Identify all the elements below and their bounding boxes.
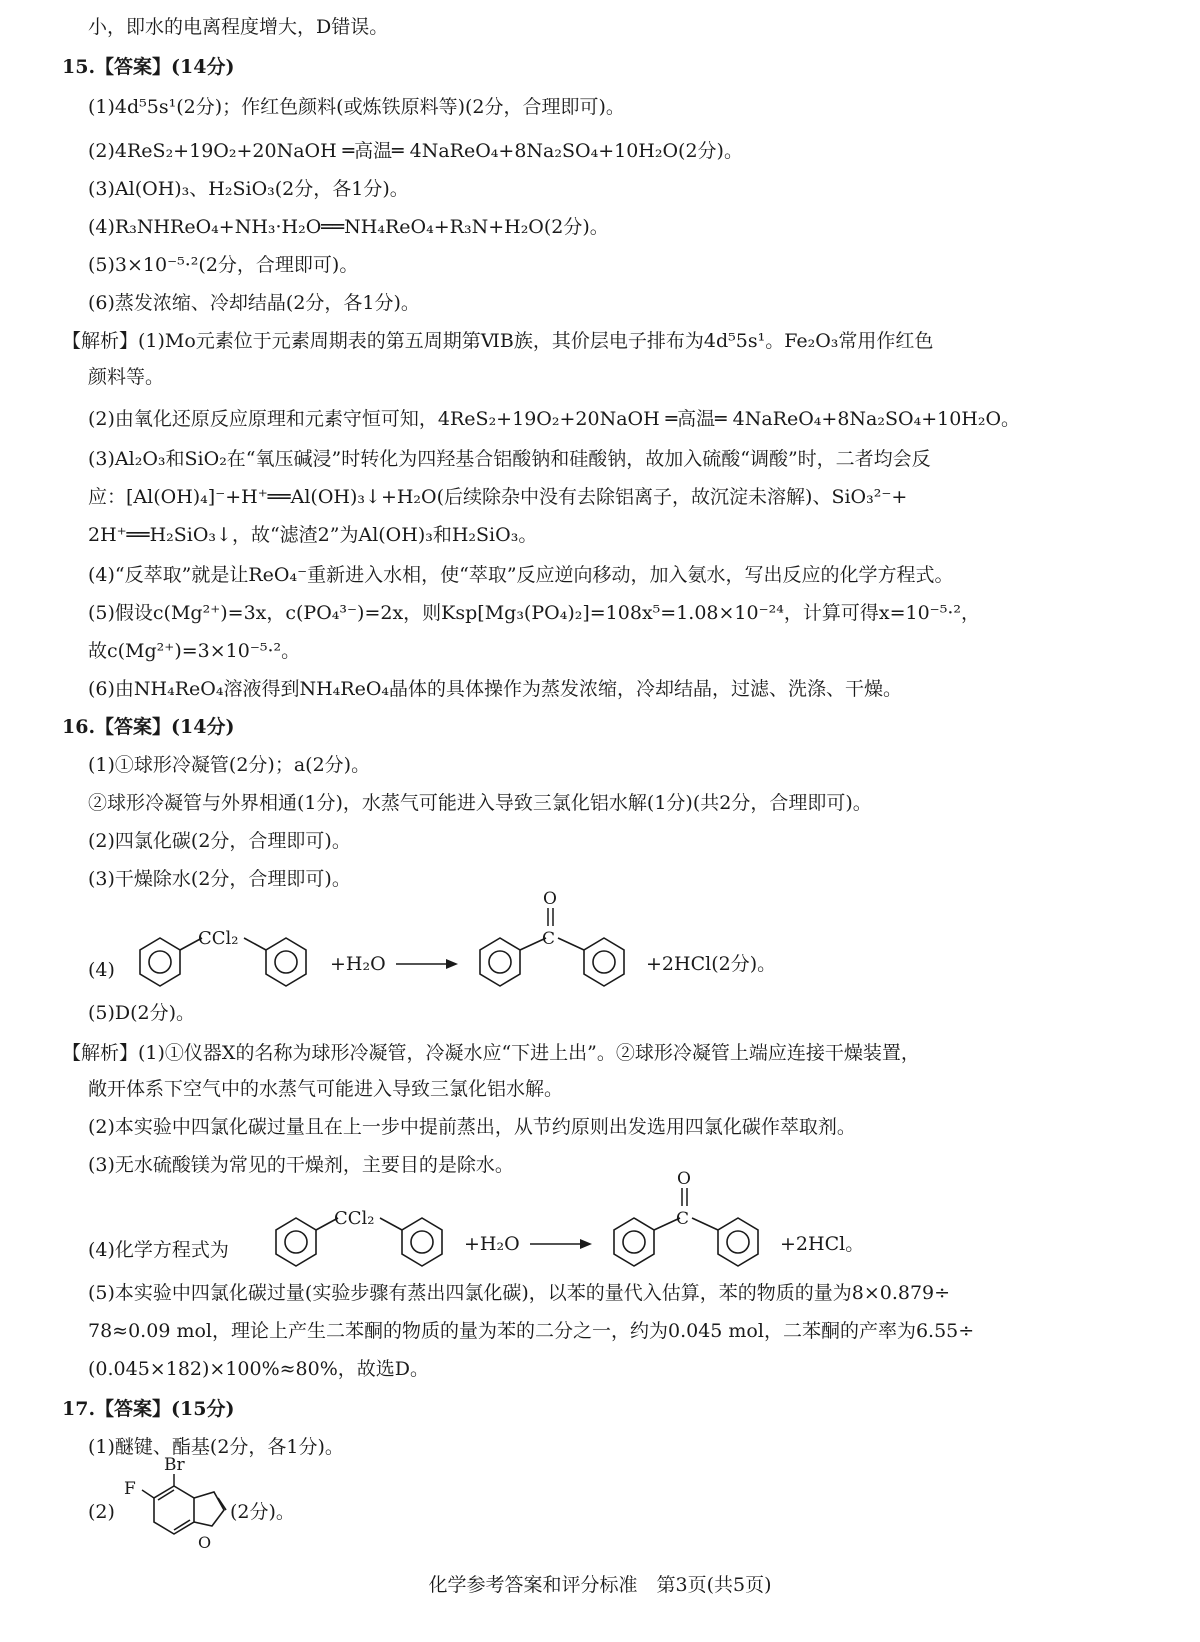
answer-line: (1)①球形冷凝管(2分)；a(2分)。 bbox=[88, 754, 371, 776]
analysis-line: (4)“反萃取”就是让ReO₄⁻重新进入水相，使“萃取”反应逆向移动，加入氨水，写出反应的化学方程式。 bbox=[88, 564, 954, 586]
oxygen-label: O bbox=[543, 890, 557, 909]
benzene-ring-icon bbox=[266, 938, 306, 986]
ccl2-label: CCl₂ bbox=[198, 928, 239, 949]
analysis-line: 【解析】(1)①仪器X的名称为球形冷凝管，冷凝水应“下进上出”。②球形冷凝管上端应连接干燥装置， bbox=[62, 1042, 920, 1064]
oxygen-label: O bbox=[677, 1170, 691, 1189]
benzene-ring-icon bbox=[614, 1218, 654, 1266]
answer-line: (1)醚键、酯基(2分，各1分)。 bbox=[88, 1436, 344, 1458]
benzene-ring-icon bbox=[480, 938, 520, 986]
furan-ring-icon bbox=[194, 1492, 226, 1526]
analysis-line: 故c(Mg²⁺)=3×10⁻⁵·²。 bbox=[88, 640, 301, 662]
benzofuran-structure bbox=[80, 1452, 420, 1562]
analysis-line: 颜料等。 bbox=[88, 366, 165, 388]
equation-label: (4) bbox=[88, 959, 115, 981]
analysis-line: (0.045×182)×100%≈80%，故选D。 bbox=[88, 1358, 430, 1380]
benzene-ring-icon bbox=[402, 1218, 442, 1266]
ccl2-label: CCl₂ bbox=[334, 1208, 375, 1229]
question-header: 17.【答案】(15分) bbox=[62, 1398, 235, 1420]
equation-label: (4)化学方程式为 bbox=[88, 1239, 229, 1261]
question-header: 15.【答案】(14分) bbox=[62, 56, 235, 78]
equation-tail: +2HCl。 bbox=[780, 1233, 865, 1255]
answer-line: (2)4ReS₂+19O₂+20NaOH ═高温═ 4NaReO₄+8Na₂SO₄+10H₂O(2分)。 bbox=[88, 140, 743, 162]
analysis-line: (5)假设c(Mg²⁺)=3x，c(PO₄³⁻)=2x，则Ksp[Mg₃(PO₄)₂]=108x⁵=1.08×10⁻²⁴，计算可得x=10⁻⁵·²， bbox=[88, 602, 980, 624]
answer-line: (2)四氯化碳(2分，合理即可)。 bbox=[88, 830, 351, 852]
water-label: +H₂O bbox=[464, 1233, 520, 1255]
analysis-line: 78≈0.09 mol，理论上产生二苯酮的物质的量为苯的二分之一，约为0.045 mol，二苯酮的产率为6.55÷ bbox=[88, 1320, 975, 1342]
answer-line: (4)R₃NHReO₄+NH₃·H₂O══NH₄ReO₄+R₃N+H₂O(2分)。 bbox=[88, 216, 609, 238]
text-line: 小，即水的电离程度增大，D错误。 bbox=[88, 16, 389, 38]
question-header: 16.【答案】(14分) bbox=[62, 716, 235, 738]
benzene-ring-icon bbox=[718, 1218, 758, 1266]
benzene-ring-icon bbox=[140, 938, 180, 986]
structure-tail: (2分)。 bbox=[230, 1501, 295, 1523]
benzene-ring-icon bbox=[276, 1218, 316, 1266]
carbon-label: C bbox=[542, 929, 556, 949]
analysis-line: (3)Al₂O₃和SiO₂在“氧压碱浸”时转化为四羟基合铝酸钠和硅酸钠，故加入硫酸“调酸”时，二者均会反 bbox=[88, 448, 931, 470]
reaction-equation-2 bbox=[80, 1170, 900, 1280]
equation-tail: +2HCl(2分)。 bbox=[646, 953, 777, 975]
answer-line: (3)Al(OH)₃、H₂SiO₃(2分，各1分)。 bbox=[88, 178, 409, 200]
analysis-line: (3)无水硫酸镁为常见的干燥剂，主要目的是除水。 bbox=[88, 1154, 514, 1176]
oxygen-label: O bbox=[198, 1533, 212, 1552]
reaction-equation-1 bbox=[80, 890, 800, 1000]
analysis-line: (5)本实验中四氯化碳过量(实验步骤有蒸出四氯化碳)，以苯的量代入估算，苯的物质的量为8×0.879÷ bbox=[88, 1282, 951, 1304]
bromine-label: Br bbox=[164, 1455, 185, 1475]
answer-line: (5)D(2分)。 bbox=[88, 1002, 196, 1024]
fluorine-label: F bbox=[124, 1479, 136, 1499]
answer-line: (3)干燥除水(2分，合理即可)。 bbox=[88, 868, 351, 890]
analysis-line: 敞开体系下空气中的水蒸气可能进入导致三氯化铝水解。 bbox=[88, 1078, 564, 1100]
analysis-line: (6)由NH₄ReO₄溶液得到NH₄ReO₄晶体的具体操作为蒸发浓缩，冷却结晶，过滤、洗涤、干燥。 bbox=[88, 678, 903, 700]
answer-line: (1)4d⁵5s¹(2分)；作红色颜料(或炼铁原料等)(2分，合理即可)。 bbox=[88, 96, 625, 118]
answer-line: (6)蒸发浓缩、冷却结晶(2分，各1分)。 bbox=[88, 292, 420, 314]
analysis-line: 【解析】(1)Mo元素位于元素周期表的第五周期第ⅥB族，其价层电子排布为4d⁵5s¹。Fe₂O₃常用作红色 bbox=[62, 330, 934, 352]
page-footer: 化学参考答案和评分标准 第3页(共5页) bbox=[428, 1574, 772, 1596]
analysis-line: 2H⁺══H₂SiO₃↓，故“滤渣2”为Al(OH)₃和H₂SiO₃。 bbox=[88, 524, 538, 546]
answer-line: (5)3×10⁻⁵·²(2分，合理即可)。 bbox=[88, 254, 359, 276]
analysis-line: (2)本实验中四氯化碳过量且在上一步中提前蒸出，从节约原则出发选用四氯化碳作萃取剂。 bbox=[88, 1116, 856, 1138]
benzene-ring-icon bbox=[154, 1486, 194, 1534]
carbon-label: C bbox=[676, 1209, 690, 1229]
answer-line: ②球形冷凝管与外界相通(1分)，水蒸气可能进入导致三氯化铝水解(1分)(共2分，合理即可)。 bbox=[88, 792, 872, 814]
benzene-ring-icon bbox=[584, 938, 624, 986]
water-label: +H₂O bbox=[330, 953, 386, 975]
analysis-line: 应：[Al(OH)₄]⁻+H⁺══Al(OH)₃↓+H₂O(后续除杂中没有去除铝离子，故沉淀未溶解)、SiO₃²⁻+ bbox=[88, 486, 908, 508]
structure-label: (2) bbox=[88, 1501, 115, 1523]
analysis-line: (2)由氧化还原反应原理和元素守恒可知，4ReS₂+19O₂+20NaOH ═高温═ 4NaReO₄+8Na₂SO₄+10H₂O。 bbox=[88, 408, 1021, 430]
